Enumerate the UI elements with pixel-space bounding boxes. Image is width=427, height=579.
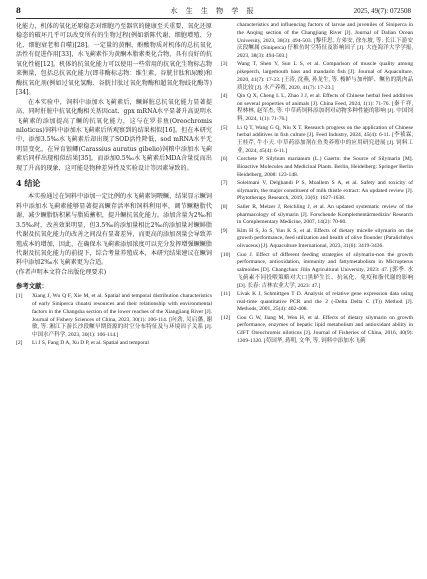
reference-number: [10] [221,251,231,258]
reference-text: Guo J. Effect of different feeding strategies of silymarin-non the growth performance, antioxidation, immunity and fattymetabolism in Micropterus salmoides [D]. Changchun: Jilin Agricultural University, 2023: 47. [郭季. 水飞蓟素不同投喂策略对大口黑鲈生长、抗氧化、免疫和脂代谢的影响 [D]. 长春: 吉林农业大学, 2023: 47.] [237,251,413,289]
left-column [16,22,212,349]
journal-title: 水 生 生 物 学 报 [170,7,257,15]
reference-number: [7] [221,179,228,186]
reference-item [221,156,413,179]
reference-number: [2] [16,340,23,347]
reference-number: [12] [221,314,231,321]
reference-text: characteristics and influencing factors of larvae and juveniles of Siniperca in the Anqing section of the Changjiang River [J]. Journal of Dalian Ocean University, 2023, 38(3): 494-503. [黎佳思, 方弟安, 徐东坡, 等. 长江下游安庆段鳜属 (Siniperca) 仔稚鱼时空特征及影响因子 [J]. 大连海洋大学学报, 2023, 38(3): 494-503.] [237,22,413,59]
reference-text: Wang T, Shen Y, Sun L S, et al. Comparison of muscle quality among pikeperch, largemouth bass and mandarin fish [J]. Journal of Aquaculture, 2020, 41(7): 17-23. [王涛, 沈燕, 孙龙生, 等. 梭鲈与加州鲈、鳜鱼的肌肉品质比较 [J]. 水产养殖, 2020, 41(7): 17-23.] [237,61,413,91]
reference-item [221,315,413,346]
reference-number: [6] [221,156,228,163]
volume-info: 2025, 49(7): 072508 [353,7,411,15]
body-paragraph: 在本实验中，饲料中添加水飞蓟素后，鳜鲜脏总抗氧化能力显著提高，同时肝脏中抗氧化酶相关基因cat、gpx mRNA水平显著升高说明水飞蓟素的添加提高了鳜的抗氧化能力，这与在罗非鱼(Oreochromis niloticus)饲料中添加水飞蓟素后所观察到的结果相似[16]。但在本研究中，添加3.5‰水飞蓟素后却出现了SOD活性降低、sod mRNA水平无明显变化，在异育银鲫(Carassius auratus gibelio)饲粮中添加水飞蓟素后同样出现相似结果[35]。而添加0.5‰水飞蓟素后MDA含量反而出现了升高的现象，这可能是物种差异性及实验设计等因素导致的。 [16,98,212,172]
running-header [16,5,411,19]
reference-number: [1] [16,293,23,300]
reference-text: Xiang J, Wu Q F, Xie M, et al. Spatial and temporal distribution characteristics of early Siniperca chuatsi resources and their relationship with environmental factors in the Changsha section of the lower reaches of the Xiangjiang River [J]. Journal of Fishery Sciences of China, 2023, 30(1): 106-114. [向劲, 吴启藩, 谢敏, 等. 湘江下游长沙段鳜早期资源的时空分布特征及与环境因子关系 [J]. 中国水产科学, 2023, 30(1): 106-114.] [32,293,212,339]
body-paragraph: 化能力，机体的氧化还原稳态对细胞乃至器官的健康至关重要，氧化还原稳态的破坏几乎可以改变所有的生物过程(例如新陈代谢、细胞增殖、分化、细胞衰老和自噬)[28]。一定量的黄酮、酚酸物质对机体的总抗氧化活性有促进作用[33]，水飞蓟素作为黄酮木脂素类化合物，具有良好的抗氧化性能[12]。机体的抗氧化能力可以使用一些常用的抗氧化生物标志物来衡量，包括总抗氧化能力(即非酶标志物：维生素、谷胱甘肽和尿酸)和酶抗氧化剂(例如过氧化氢酶、谷胱甘肽过氧化物酶和超氧化物歧化酶等)[34]。 [16,23,212,97]
page-number: 8 [16,6,21,15]
reference-item [221,204,413,227]
reference-text: Kim H S, Jo S, Yun K S, et al. Effects of dietary micelle silymarin on the growth performance, feed utilization and health of olive flounder (Paralichthys olivaceus) [J]. Aquaculture International, 2023, 31(6): 3419-3436. [237,227,413,250]
reference-text: Li Q T, Wang G Q, Niu X T. Research progress on the application of Chinese herbal additives in fish culture [J]. Feed Industry, 2024, 45(4): 6-11. [李祯霖, 王桂芹, 牛小天. 中草药添加剂在鱼类养殖中的应用研究进展 [J]. 饲料工业, 2024, 45(4): 6-11.] [237,124,413,154]
right-column [221,22,413,346]
reference-item [221,22,413,61]
reference-item [221,125,413,156]
reference-text: Corchete P. Silybum marianum (L.) Gaertn: the Source of Silymarin [M]. Bioactive Molecules and Medicinal Plants. Berlin, Heidelberg: Springer Berlin Heidelberg, 2008: 123-148. [237,156,413,178]
reference-item [221,180,413,203]
reference-number: [3] [221,61,228,68]
reference-text: Qin Q X, Cheng L L, Zhao J J, et al. Effects of Chinese herbal feed additives on several properties of animals [J]. China Feed, 2024, 1(1): 71-76. [秦千祥, 程林林, 赵军杰, 等. 中草药饲料添加剂对动物多种性能的影响 [J]. 中国饲料, 2024, 1(1): 71-76.] [237,92,413,123]
reference-item [221,93,413,124]
reference-number: [4] [221,92,228,99]
reference-text: Soleimani V, Delghandi P S, Moallem S A, et al. Safety and toxicity of silymarin, the major constituent of milk thistle extract: An updated review [J]. Phytotherapy Research, 2019, 33(6): 1627-1638. [237,179,413,202]
conclusion-paragraph: 本实验通过在饲料中添加一定比例的水飞蓟素饲喂鳜，结果显示鳜饲料中添加水飞蓟素能够显著提高鳜存活率和饲料利用率，调节鳜糖脂代谢，减少鳜脂肪积累与脂质蓄积，提升鳜抗氧化能力。添加含量为2‰和3.5‰时，改善效果明显，但3.5‰的添加量相比2‰的添加量对鳜鲜脂代谢及抗氧化能力的改善之间没有显著差异，而更高的添加剂量会导致养殖成本的增加，因此，在确保水飞蓟素添加浓度可以充分发挥增强鳜鳜脂代谢及抗氧化能力的前提下，综合考量养殖成本，本研究结果建议在鳜饲料中添加2‰水飞蓟素更为合适。 [16,193,212,267]
reference-item [221,61,413,92]
reference-text: Gou G W, Jiang M, Wen H, et al. Effects of dietary silymarin on growth performance, enzymes of hepatic lipid metabolism and antioxidant ability in GIFT Oreochromis niloticus [J]. Journal of Fisheries of China, 2016, 40(9): 1309-1320. [苟国华, 蒋明, 文华, 等. 饲料中添加水飞蓟 [237,314,413,344]
reference-number: [11] [221,290,231,297]
reference-number: [5] [221,124,228,131]
reference-item [221,291,413,314]
reference-item [221,252,413,291]
reference-item [16,340,212,348]
reference-item [16,293,212,340]
reference-number: [8] [221,203,228,210]
ethics-note: (作者声明本文符合出版伦理要求) [16,268,107,276]
reference-item [221,228,413,251]
reference-number: [9] [221,227,228,234]
reference-text: Saller R, Melzer J, Reichling J, et al. An updated systematic review of the pharmacology of silymarin [J]. Forschende Komplementärmedizin/ Research in Complementary Medicine, 2007, 14(2): 70-80. [237,203,413,226]
references-heading: 参考文献： [16,282,48,291]
reference-text: Li J S, Fang D A, Xu D P, et al. Spatial and temporal [32,340,149,347]
reference-text: Livak K J, Schmittgen T D. Analysis of relative gene expression data using real-time quantitative PCR and the 2 (-Delta Delta C (T)) Method [J]. Methods, 2001, 25(4): 402-408. [237,290,413,313]
conclusion-heading: 4 结论 [16,178,41,189]
